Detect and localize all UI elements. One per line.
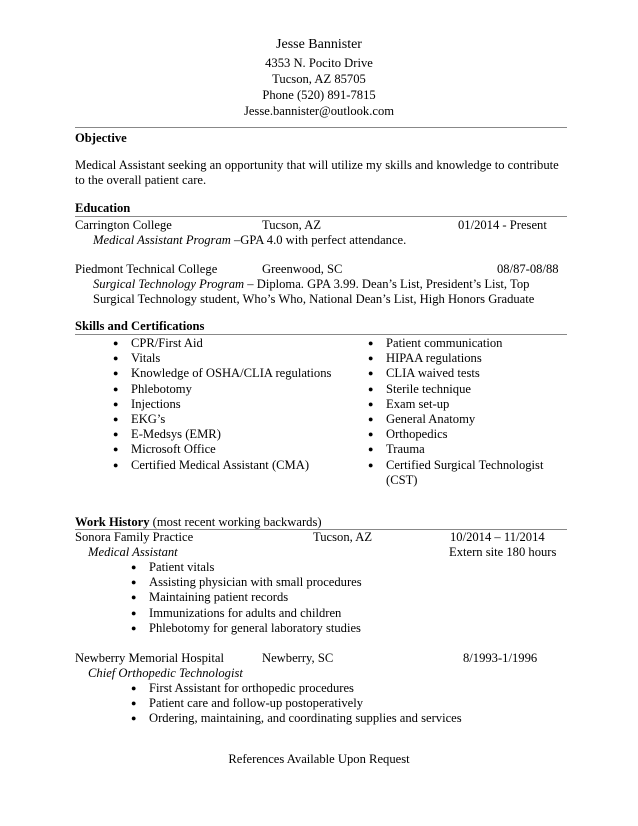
education-dates: 01/2014 - Present: [458, 218, 547, 232]
job-dates: 8/1993-1/1996: [463, 651, 538, 665]
education-detail: –GPA 4.0 with perfect attendance.: [230, 233, 407, 247]
bullet-icon: ●: [131, 698, 137, 709]
bullet-icon: ●: [368, 444, 374, 455]
candidate-name: Jesse Bannister: [276, 37, 362, 52]
list-item-text: Immunizations for adults and children: [149, 605, 342, 620]
education-program: Surgical Technology Program: [93, 277, 245, 291]
bullet-icon: ●: [131, 562, 137, 572]
bullet-icon: ●: [113, 368, 119, 379]
list-item-text: First Assistant for orthopedic procedures: [149, 681, 354, 695]
list-item-text: Orthopedics: [386, 427, 448, 442]
work-heading-line: [75, 515, 322, 530]
references-note: References Available Upon Request: [228, 752, 410, 766]
bullet-icon: ●: [131, 607, 137, 618]
bullet-icon: ●: [131, 577, 137, 588]
list-item-text: Patient care and follow-up postoperatively: [149, 696, 364, 711]
bullet-icon: ●: [131, 713, 137, 724]
list-item-text: Ordering, maintaining, and coordinating supplies and services: [149, 711, 462, 726]
bullet-icon: ●: [113, 444, 119, 455]
objective-text-line1: Medical Assistant seeking an opportunity that will utilize my skills and knowledge to contribute: [75, 158, 559, 172]
list-item-text: Phlebotomy for general laboratory studies: [149, 620, 361, 635]
bullet-icon: ●: [368, 459, 374, 470]
bullet-icon: ●: [368, 414, 374, 424]
bullet-icon: ●: [368, 353, 374, 364]
education-detail: – Diploma. GPA 3.99. Dean’s List, President’s List, Top: [244, 277, 530, 291]
list-item-text: Exam set-up: [386, 396, 450, 411]
list-item-text: Sterile technique: [386, 381, 471, 396]
list-item-text: (CST): [386, 472, 418, 487]
bullet-icon: ●: [131, 683, 137, 693]
list-item-text: General Anatomy: [386, 412, 476, 426]
bullet-icon: ●: [368, 368, 374, 379]
education-dates: 08/87-08/88: [497, 262, 559, 276]
list-item-text: HIPAA regulations: [386, 351, 482, 366]
bullet-icon: ●: [113, 398, 119, 409]
list-item-text: Microsoft Office: [131, 442, 216, 457]
job-employer: Newberry Memorial Hospital: [75, 651, 224, 665]
education-program-line: [93, 277, 529, 292]
list-item-text: EKG’s: [131, 412, 166, 426]
list-item-text: CLIA waived tests: [386, 366, 480, 381]
city-line: Tucson, AZ 85705: [272, 72, 366, 86]
education-location: Tucson, AZ: [262, 218, 322, 232]
education-heading: Education: [75, 201, 131, 215]
job-dates: 10/2014 – 11/2014: [450, 530, 545, 544]
bullet-icon: ●: [113, 338, 119, 348]
list-item-text: Knowledge of OSHA/CLIA regulations: [131, 366, 332, 381]
email-line: Jesse.bannister@outlook.com: [243, 104, 395, 118]
bullet-icon: ●: [368, 398, 374, 409]
education-program: Medical Assistant Program: [93, 233, 231, 247]
bullet-icon: ●: [113, 459, 119, 470]
phone-line: Phone (520) 891-7815: [262, 88, 376, 102]
job-note: Extern site 180 hours: [449, 545, 557, 559]
bullet-icon: ●: [368, 338, 374, 348]
work-heading: Work History: [75, 515, 150, 529]
bullet-icon: ●: [113, 353, 119, 364]
job-title: Chief Orthopedic Technologist: [88, 666, 243, 680]
bullet-icon: ●: [131, 622, 137, 633]
bullet-icon: ●: [368, 429, 374, 440]
job-title: Medical Assistant: [88, 545, 178, 559]
list-item-text: Patient communication: [386, 336, 503, 350]
education-program-line: [93, 233, 406, 248]
list-item-text: Trauma: [386, 442, 425, 457]
objective-heading: Objective: [75, 131, 127, 145]
address-line: 4353 N. Pocito Drive: [265, 56, 373, 70]
list-item-text: Certified Surgical Technologist: [386, 457, 544, 472]
objective-text-line2: to the overall patient care.: [75, 173, 207, 187]
list-item-text: Phlebotomy: [131, 381, 192, 396]
divider: [75, 216, 567, 217]
list-item-text: Vitals: [131, 351, 161, 366]
job-employer: Sonora Family Practice: [75, 530, 194, 544]
list-item-text: Patient vitals: [149, 560, 215, 574]
list-item-text: Injections: [131, 396, 181, 411]
bullet-icon: ●: [131, 592, 137, 603]
education-detail-line2: Surgical Technology student, Who’s Who, National Dean’s List, High Honors Graduate: [93, 292, 535, 306]
list-item-text: Certified Medical Assistant (CMA): [131, 457, 310, 472]
skills-heading: Skills and Certifications: [75, 319, 205, 333]
bullet-icon: ●: [113, 414, 119, 424]
bullet-icon: ●: [113, 429, 119, 440]
bullet-icon: ●: [113, 383, 119, 394]
job-location: Tucson, AZ: [313, 530, 373, 544]
list-item-text: CPR/First Aid: [131, 336, 203, 350]
list-item-text: E-Medsys (EMR): [131, 427, 221, 442]
list-item-text: Maintaining patient records: [149, 590, 289, 605]
list-item-text: Assisting physician with small procedures: [149, 575, 362, 590]
work-heading-note: (most recent working backwards): [149, 515, 322, 529]
education-location: Greenwood, SC: [262, 262, 343, 276]
education-school: Carrington College: [75, 218, 172, 232]
divider: [75, 334, 567, 335]
divider: [75, 127, 567, 128]
education-school: Piedmont Technical College: [75, 262, 218, 276]
job-location: Newberry, SC: [262, 651, 334, 665]
bullet-icon: ●: [368, 383, 374, 394]
